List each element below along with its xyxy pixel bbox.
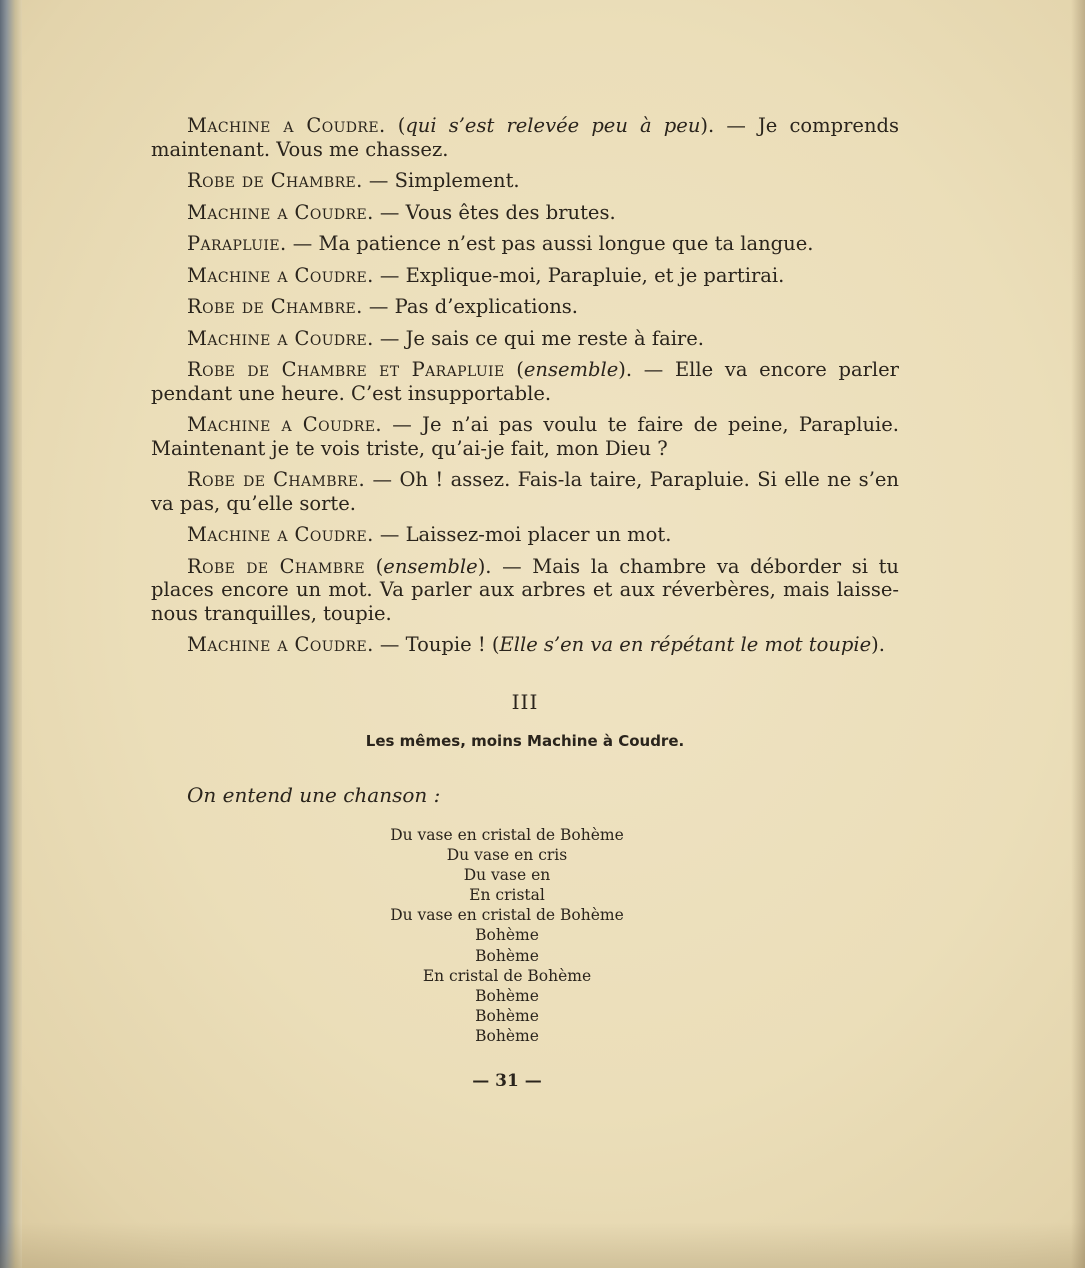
speech-text: — Vous êtes des brutes. (373, 200, 616, 224)
speech-text: — Pas d’explications. (362, 295, 579, 318)
stage-direction: On entend une chanson : (187, 782, 441, 807)
song-line: Du vase en (463, 866, 551, 885)
speaker-name: Parapluie. (187, 232, 287, 255)
section-number: III (511, 689, 539, 714)
song-line: Bohème (475, 1006, 539, 1025)
page-number: — 31 — (472, 1071, 542, 1092)
speech-text: — Explique-moi, Parapluie, et je partirai. (373, 263, 785, 287)
dialogue-paragraph (151, 327, 899, 351)
song-line: Du vase en cristal de Bohème (390, 826, 624, 844)
page-edge-shadow (1071, 0, 1085, 1268)
speaker-name: Machine a Coudre. (187, 326, 374, 350)
page-text (151, 114, 899, 1094)
speaker-name: Robe de Chambre. (187, 295, 363, 318)
speech-text: ( (365, 554, 384, 578)
song-lyrics (133, 825, 881, 1046)
dialogue-paragraph (151, 169, 899, 193)
speech-text: — Simplement. (362, 169, 520, 192)
speech-text: ). — Je comprends maintenant. Vous me chassez. (151, 114, 900, 161)
speech-text: ). — Elle va encore parler pendant une heure. C’est insupportable. (151, 358, 900, 405)
dialogue-paragraph (151, 232, 899, 256)
dialogue-paragraph (151, 358, 899, 405)
speaker-name: Machine a Coudre. (187, 200, 374, 224)
song-line: Bohème (475, 1026, 539, 1045)
speech-text: ). (871, 633, 885, 656)
dialogue-paragraph (151, 633, 899, 657)
speech-text: — Oh ! assez. Fais-la taire, Parapluie. Si elle ne s’en va pas, qu’elle sorte. (151, 468, 899, 515)
stage-note: ensemble (523, 358, 619, 381)
dialogue-section (151, 114, 899, 657)
song-line: Bohème (475, 946, 539, 965)
speaker-name: Robe de Chambre (187, 554, 366, 578)
song-line: Bohème (475, 926, 539, 945)
speaker-name: Robe de Chambre. (187, 468, 366, 491)
section-subtitle: Les mêmes, moins Machine à Coudre. (365, 732, 685, 750)
dialogue-paragraph (151, 264, 899, 288)
song-line: Du vase en cris (446, 846, 568, 865)
speaker-name: Machine a Coudre. (187, 523, 374, 546)
speaker-name: Robe de Chambre. (187, 169, 363, 192)
song-line: En cristal de Bohème (422, 966, 592, 985)
speech-text: ( (504, 358, 524, 381)
book-binding (0, 0, 22, 1268)
dialogue-paragraph (151, 295, 899, 319)
speaker-name: Machine a Coudre. (187, 413, 382, 436)
song-line: En cristal (469, 886, 545, 905)
speaker-name: Machine a Coudre. (187, 114, 386, 137)
stage-note: Elle s’en va en répétant le mot toupie (499, 633, 872, 656)
speaker-name: Machine a Coudre. (187, 633, 374, 656)
speech-text: — Toupie ! ( (373, 633, 500, 656)
stage-note: qui s’est relevée peu à peu (405, 114, 701, 137)
dialogue-paragraph (151, 523, 899, 547)
speech-text: ( (385, 114, 406, 137)
dialogue-paragraph (151, 201, 899, 225)
speaker-name: Robe de Chambre et Parapluie (187, 358, 505, 381)
speech-text: — Ma patience n’est pas aussi longue que ta langue. (286, 232, 814, 255)
speech-text: — Laissez-moi placer un mot. (373, 523, 672, 546)
dialogue-paragraph (151, 413, 899, 460)
song-line: Bohème (475, 986, 539, 1005)
speech-text: — Je sais ce qui me reste à faire. (373, 326, 704, 350)
dialogue-paragraph (151, 468, 899, 515)
song-line: Du vase en cristal de Bohème (390, 906, 624, 925)
dialogue-paragraph (151, 555, 899, 626)
dialogue-paragraph (151, 114, 899, 161)
speaker-name: Machine a Coudre. (187, 263, 374, 287)
speech-text: — Je n’ai pas voulu te faire de peine, Parapluie. Maintenant je te vois triste, qu’ai-je fait, mon Dieu ? (151, 413, 900, 460)
stage-note: ensemble (383, 554, 478, 578)
page-bottom-shadow (0, 1222, 1085, 1268)
speech-text: ). — Mais la chambre va déborder si tu places encore un mot. Va parler aux arbres et aux réverbères, mais laisse-nous tranquilles, toupie. (151, 554, 899, 625)
